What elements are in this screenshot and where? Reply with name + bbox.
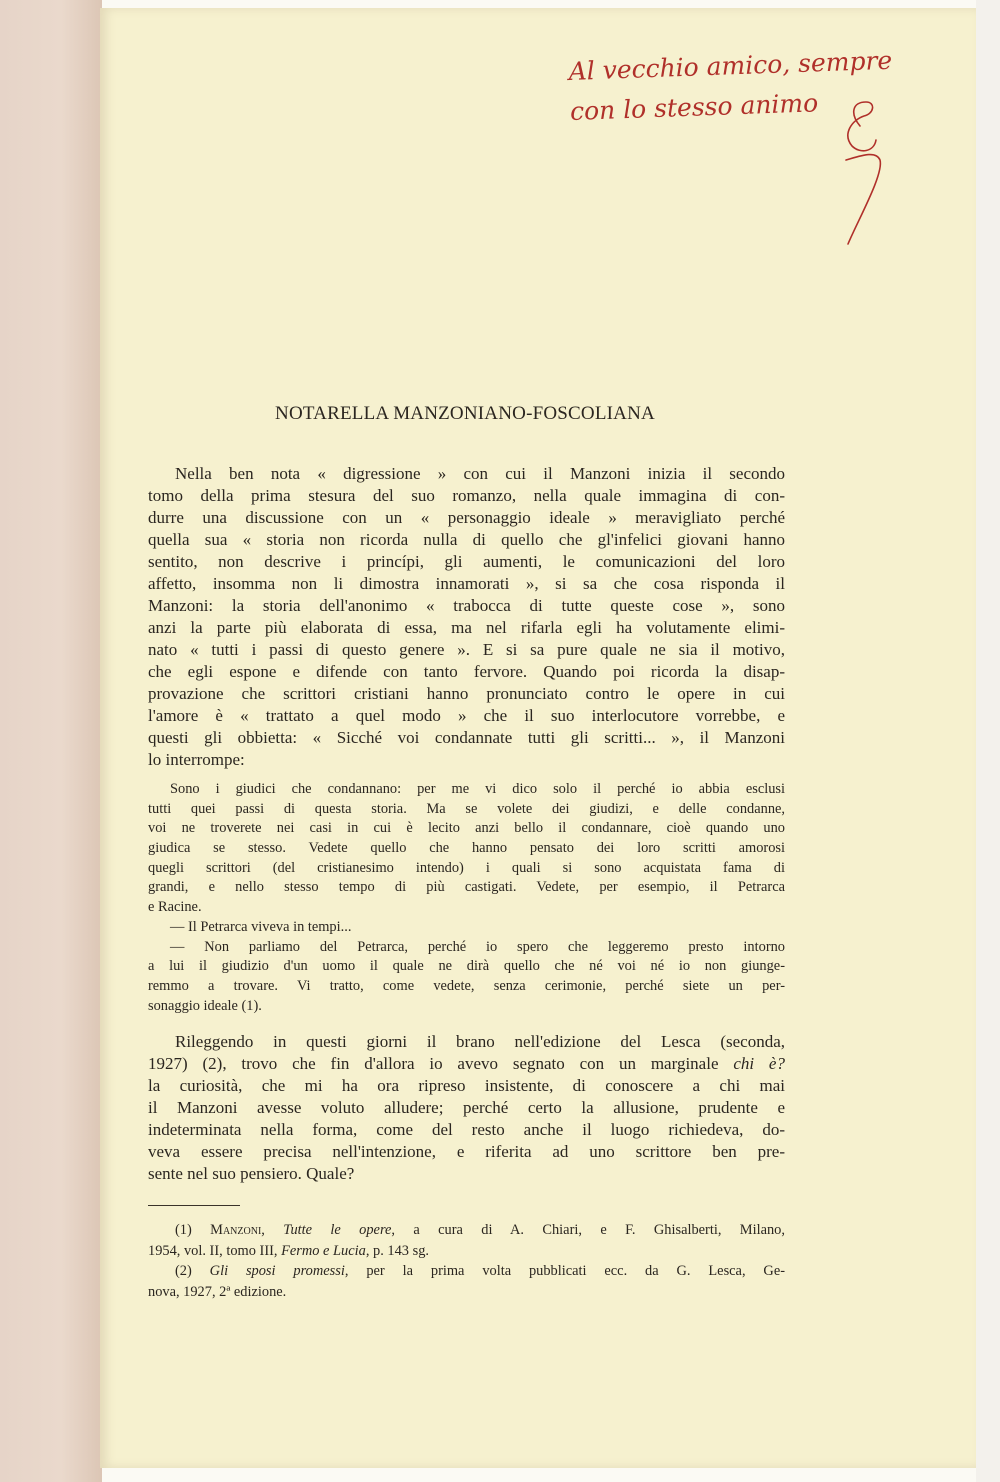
text-segment: a lui il giudizio d'un uomo il quale ne dirà quello che né voi né io non giunge- xyxy=(148,958,785,975)
text-line xyxy=(148,463,785,485)
text-line xyxy=(148,573,785,595)
italic-text: Fermo e Lucia xyxy=(281,1242,366,1259)
text-line xyxy=(148,859,785,879)
handwritten-signature xyxy=(820,100,910,250)
text-line xyxy=(148,997,785,1017)
text-segment: — Il Petrarca viveva in tempi... xyxy=(170,918,352,935)
scanner-background-left xyxy=(0,0,102,1482)
text-line xyxy=(148,1282,785,1303)
text-segment: la curiosità, che mi ha ora ripreso insistente, di conoscere a chi mai xyxy=(148,1076,785,1095)
text-line xyxy=(148,1075,785,1097)
text-segment: tomo della prima stesura del suo romanzo, nella quale immagina di con- xyxy=(148,486,785,505)
text-line xyxy=(148,529,785,551)
italic-text: Gli sposi promessi xyxy=(209,1263,345,1279)
text-segment: quegli scrittori (del cristianesimo intendo) i quali si sono acquistata fama di xyxy=(148,859,785,876)
text-segment: remmo a trovare. Vi tratto, come vedete, senza cerimonie, perché siete un per- xyxy=(148,977,785,994)
text-segment: quella sua « storia non ricorda nulla di quello che gl'infelici giovani hanno xyxy=(148,530,785,549)
text-line xyxy=(148,1141,785,1163)
italic-text: Tutte le opere xyxy=(283,1222,392,1238)
text-line xyxy=(148,780,785,800)
text-segment: , a cura di A. Chiari, e F. Ghisalberti, Milano, xyxy=(391,1222,785,1238)
text-line xyxy=(148,661,785,683)
text-line xyxy=(148,705,785,727)
text-segment: (2) xyxy=(175,1263,210,1279)
text-segment: sente nel suo pensiero. Quale? xyxy=(148,1164,355,1183)
text-line xyxy=(148,1119,785,1141)
text-segment: anzi la parte più elaborata di essa, ma nel rifarla egli ha volutamente elimi- xyxy=(148,618,785,637)
text-line xyxy=(148,1031,785,1053)
text-line xyxy=(148,749,785,771)
text-line xyxy=(148,727,785,749)
text-segment: che egli espone e difende con tanto fervore. Quando poi ricorda la disap- xyxy=(148,662,785,681)
text-line xyxy=(148,1220,785,1241)
text-line xyxy=(148,918,785,938)
text-line xyxy=(148,819,785,839)
text-line xyxy=(148,595,785,617)
text-line xyxy=(148,1241,785,1262)
text-line xyxy=(148,1053,785,1075)
text-line xyxy=(148,839,785,859)
scanner-background-right xyxy=(976,0,1000,1482)
text-line xyxy=(148,485,785,507)
article-title: NOTARELLA MANZONIANO-FOSCOLIANA xyxy=(275,403,655,424)
text-segment: questi gli obbietta: « Sicché voi condannate tutti gli scritti... », il Manzoni xyxy=(148,728,785,747)
text-segment: Nella ben nota « digressione » con cui il Manzoni inizia il secondo xyxy=(175,464,785,483)
text-segment: 1954, vol. II, tomo III, xyxy=(148,1242,282,1259)
block-quote xyxy=(148,780,785,1016)
text-segment: durre una discussione con un « personaggio ideale » meravigliato perché xyxy=(148,508,785,527)
text-line xyxy=(148,1261,785,1282)
text-line xyxy=(148,1163,785,1185)
text-segment: voi ne troverete nei casi in cui è lecito anzi bello il condannare, cioè quando uno xyxy=(148,820,785,837)
text-segment: nova, 1927, 2ª edizione. xyxy=(148,1283,287,1300)
text-segment: Manzoni: la storia dell'anonimo « trabocca di tutte queste cose », sono xyxy=(148,596,785,615)
text-line xyxy=(148,617,785,639)
footnotes xyxy=(148,1220,785,1302)
text-segment: affetto, insomma non li dimostra innamorati », si sa che cosa risponda il xyxy=(148,574,785,593)
text-line xyxy=(148,898,785,918)
text-segment: l'amore è « trattato a quel modo » che il suo interlocutore vorrebbe, e xyxy=(148,706,785,725)
text-line xyxy=(148,957,785,977)
text-segment: sentito, non descrive i princípi, gli aumenti, le comunicazioni del loro xyxy=(148,552,785,571)
text-segment: , xyxy=(261,1222,284,1238)
text-segment: grandi, e nello stesso tempo di più castigati. Vedete, per esempio, il Petrarca xyxy=(148,879,785,896)
text-line xyxy=(148,878,785,898)
text-segment: giudica se stesso. Vedete quello che hanno pensato dei loro scritti amorosi xyxy=(148,840,785,857)
text-segment: — Non parliamo del Petrarca, perché io spero che leggeremo presto intorno xyxy=(170,938,785,955)
text-segment: Sono i giudici che condannano: per me vi dico solo il perché io abbia esclusi xyxy=(170,781,785,797)
text-segment: 1927) (2), trovo che fin d'allora io avevo segnato con un marginale xyxy=(148,1054,734,1073)
italic-text: chi è? xyxy=(733,1054,785,1073)
text-segment: , per la prima volta pubblicati ecc. da G. Lesca, Ge- xyxy=(344,1263,785,1279)
text-line xyxy=(148,1097,785,1119)
text-segment: nato « tutti i passi di questo genere ». E si sa pure quale ne sia il motivo, xyxy=(148,640,785,659)
text-segment: lo interrompe: xyxy=(148,750,245,769)
paragraph-second xyxy=(148,1031,785,1185)
handwritten-dedication: Al vecchio amico, sempre con lo stesso animo xyxy=(568,45,893,126)
text-segment: e Racine. xyxy=(148,899,202,916)
text-line xyxy=(148,551,785,573)
text-segment: veva essere precisa nell'intenzione, e riferita ad uno scrittore ben pre- xyxy=(148,1142,785,1161)
footnote-divider xyxy=(148,1205,240,1206)
text-line xyxy=(148,977,785,997)
text-segment: indeterminata nella forma, come del resto anche il luogo richiedeva, do- xyxy=(148,1120,785,1139)
text-segment: , p. 143 sg. xyxy=(365,1242,429,1259)
text-segment: (1) xyxy=(175,1222,211,1238)
text-segment: provazione che scrittori cristiani hanno pronunciato contro le opere in cui xyxy=(148,684,785,703)
text-segment: il Manzoni avesse voluto alludere; perché certo la allusione, prudente e xyxy=(148,1098,785,1117)
text-segment: tutti quei passi di questa storia. Ma se volete dei giudizi, e delle condanne, xyxy=(148,800,785,817)
text-line xyxy=(148,800,785,820)
text-segment: Rileggendo in questi giorni il brano nell'edizione del Lesca (seconda, xyxy=(175,1032,785,1051)
text-segment: sonaggio ideale (1). xyxy=(148,997,262,1014)
text-line xyxy=(148,507,785,529)
small-caps-text: Manzoni xyxy=(210,1222,262,1238)
text-line xyxy=(148,683,785,705)
text-line xyxy=(148,639,785,661)
paragraph-intro xyxy=(148,463,785,771)
text-line xyxy=(148,938,785,958)
